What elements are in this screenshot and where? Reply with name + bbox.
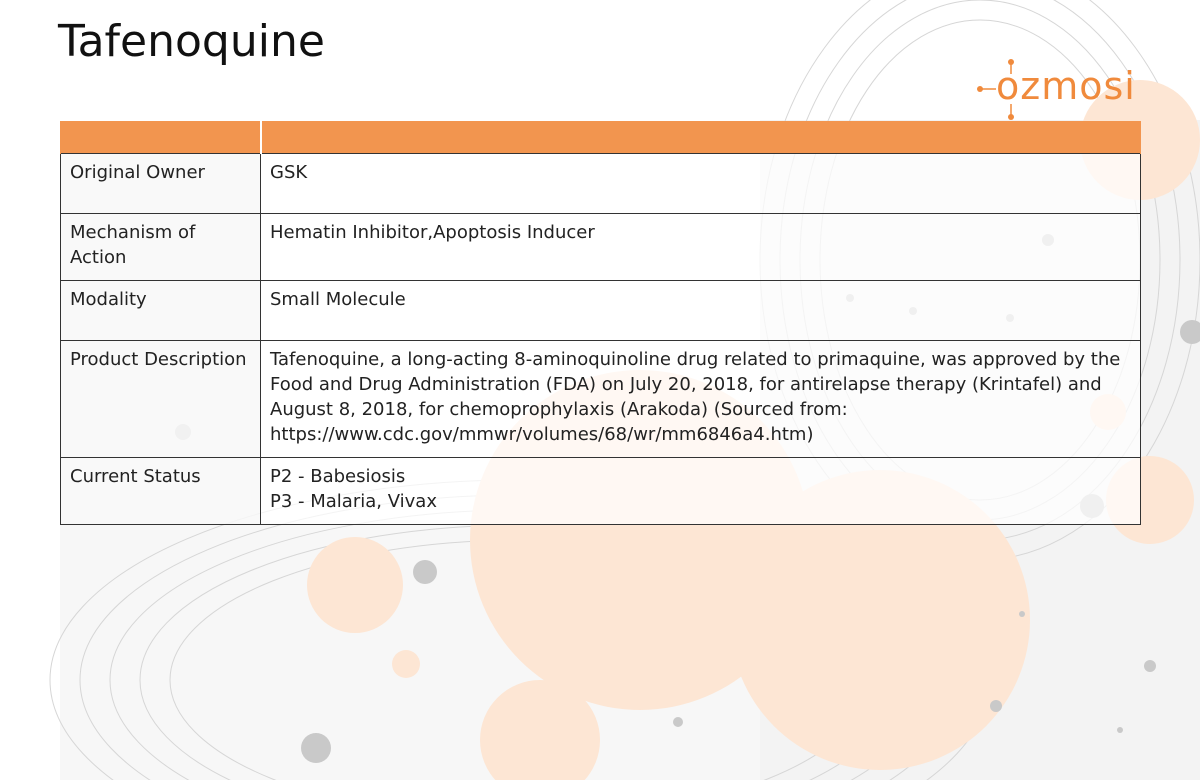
table-row-mechanism-of-action bbox=[61, 214, 1141, 281]
row-value bbox=[261, 458, 1141, 525]
table-row-current-status bbox=[61, 458, 1141, 525]
drug-info-table bbox=[60, 121, 1141, 525]
row-label: Current Status bbox=[61, 458, 261, 525]
status-line: P3 - Malaria, Vivax bbox=[270, 491, 437, 512]
page-title: Tafenoquine bbox=[58, 16, 325, 67]
table-header-cell bbox=[61, 121, 261, 154]
row-label: Product Description bbox=[61, 341, 261, 458]
table-row-product-description bbox=[61, 341, 1141, 458]
row-label: Mechanism of Action bbox=[61, 214, 261, 281]
logo-text: ozmosi bbox=[996, 64, 1136, 108]
table-row-original-owner bbox=[61, 154, 1141, 214]
ozmosi-logo bbox=[976, 58, 1146, 122]
row-value: Hematin Inhibitor,Apoptosis Inducer bbox=[261, 214, 1141, 281]
status-line: P2 - Babesiosis bbox=[270, 466, 406, 487]
row-value: Small Molecule bbox=[261, 281, 1141, 341]
row-label: Modality bbox=[61, 281, 261, 341]
table-header-row bbox=[61, 121, 1141, 154]
row-value: GSK bbox=[261, 154, 1141, 214]
row-label: Original Owner bbox=[61, 154, 261, 214]
table-row-modality bbox=[61, 281, 1141, 341]
row-value: Tafenoquine, a long-acting 8-aminoquinoline drug related to primaquine, was approved by the Food and Drug Administration (FDA) on July 20, 2018, for antirelapse therapy (Krintafel) and August 8, 2018, for chemoprophylaxis (Arakoda) (Sourced from: https://www.cdc.gov/mmwr/volumes/68/wr/mm6846a4.htm) bbox=[261, 341, 1141, 458]
table-header-cell bbox=[261, 121, 1141, 154]
